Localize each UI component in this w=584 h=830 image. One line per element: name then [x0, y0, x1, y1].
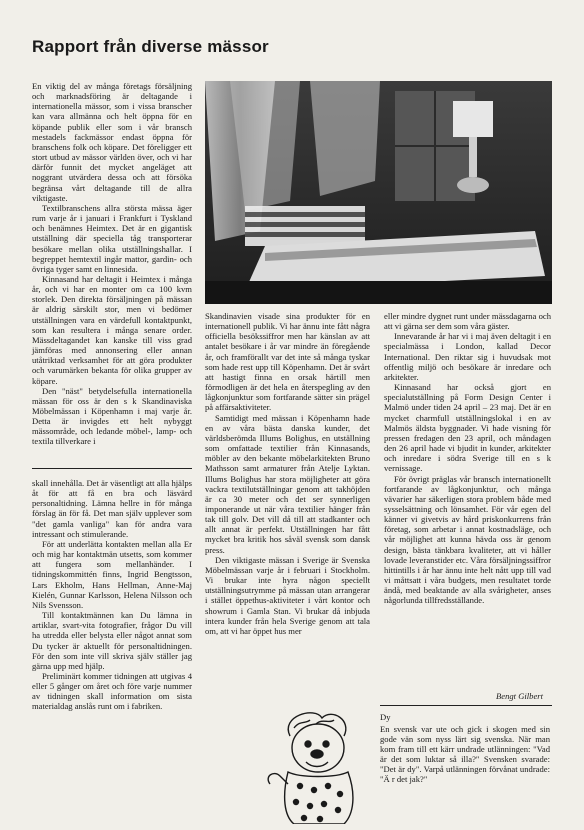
paragraph: Den viktigaste mässan i Sverige är Svenska Möbelmässan varje år i februari i Stockholm. Vi brukar inte hyra någon speciellt utställningsutrymme på mässan utan arrangerar i stället öppethus-aktiviteter i vårt kontor och showrum i Gamla Stan. Vi brukar då inbjuda intera kunder från hela Sverige genom att tala om, att vi har öppet hus mer — [205, 554, 370, 636]
paragraph: En viktig del av många företags försäljning och marknadsföring är deltagande i internationella mässor, som i vissa branscher kan vara allmänna och helt öppna för en köpande publik eller som i vår bransch mestadels fackmässor endast öppna för branschens folk och köpare. Det föreligger ett stort utbud av mässor världen över, och vi har därför funnit det mycket angeläget att noggrant utvärdera dessa och att försöka begränsa vårt deltagande till de allra viktigaste. — [32, 81, 192, 203]
cartoon-man-illustration — [260, 706, 370, 824]
column-2 — [205, 311, 370, 636]
paragraph: För att underlätta kontakten mellan alla Er och mig har kontaktmän utsetts, som kommer att fungera som mellanhänder. I tidningskommittén finns, Ingrid Bengtsson, Lars Ekholm, Hans Hellman, Anne-Maj Kielén, Gunnar Karlsson, Helena Nilsson och Nils Svensson. — [32, 538, 192, 610]
exhibition-photo — [205, 81, 552, 304]
paragraph: En svensk var ute och gick i skogen med sin gode vän som nyss lärt sig svenska. När man kom fram till ett kärr undrade utlänningen: "Vad är det som luktar så illa?" Svensken svarade: "Det är dy". Varpå utlänningen förvånat undrade: "Ä r det jak?" — [380, 724, 550, 785]
paragraph: Textilbranschens allra största mässa äger rum varje år i januari i Frankfurt i Tyskland och benämnes Heimtex. Det är en gigantisk utställning där speciella tåg transporterar besökare mellan olika utställningshallar. I begreppet hemtextil ingår mattor, gardin- och övriga tyger samt en linnesida. — [32, 202, 192, 274]
paragraph: Innevarande år har vi i maj även deltagit i en specialmässa i London, kallad Decor International. Den riktar sig i huvudsak mot offentlig miljö och besökare är inredare och arkitekter. — [384, 331, 551, 382]
column-1-divider — [32, 468, 192, 469]
column-3 — [384, 311, 551, 606]
joke-text — [380, 724, 550, 785]
paragraph: Den "näst" betydelsefulla internationella mässan för oss är den s k Skandinaviska Möbelmässan i Köpenhamn i maj varje år. Detta är invigdes ett helt nybyggt mässområde, och ledande möbel-, lamp- och textila tillverkare i — [32, 385, 192, 447]
column-1-top — [32, 81, 192, 447]
paragraph: Preliminärt kommer tidningen att utgivas 4 eller 5 gånger om året och före varje nummer av tidningen skall information om sista materialdag anslås runt om i fabriken. — [32, 670, 192, 712]
paragraph: Kinnasand har deltagit i Heimtex i många år, och vi har en monter om ca 100 kvm storlek. Den direkta försäljningen på mässan är aldrig särskilt stor, men vi bedömer utställningen vara en värdefull kontaktpunkt, som kan resultera i många senare order. Mässdeltagandet kan kanske till viss grad jämföras med annonsering eller annan utåtriktad verksamhet för att göra produkter och varumärken bekanta för olika grupper av köpare. — [32, 273, 192, 386]
section-divider — [380, 705, 552, 706]
paragraph: skall innehålla. Det är väsentligt att alla hjälps åt för att få en bra och läsvärd personaltidning. Lämna hellre in för många förslag än för få. Det man själv upplever som "det gamla vanliga" kan för andra vara intressant och stimulerande. — [32, 478, 192, 539]
column-1-bottom — [32, 478, 192, 712]
paragraph: eller mindre dygnet runt under mässdagarna och att vi gärna ser dem som våra gäster. — [384, 311, 551, 332]
joke-heading: Dy — [380, 712, 391, 722]
article-title: Rapport från diverse mässor — [32, 37, 269, 56]
paragraph: Till kontaktmännen kan Du lämna in artiklar, svart-vita fotografier, frågor Du vill ha utredda eller belysta eller något annat som Du tycker är aktuellt för personaltidningen. För den som inte vill skriva själv ställer jag gärna upp med hjälp. — [32, 610, 192, 671]
paragraph: För övrigt präglas vår bransch internationellt fortfarande av lågkonjunktur, och många vävarier har säkerligen stora problem både med sysselsättning och lönsamhet. För vår egen del känner vi givetvis av hård priskonkurrens från företag, som arbetar i annat kostnadsläge, och vår möjlighet att kunna hävda oss är genom design, bästa tänkbara kvaliteter, att vi håller lovade leveranstider etc. Våra försäljningssiffror hittintills i år har ännu inte helt nått upp till vad vi måttsatt i våra budgets, men resultatet torde ändå, med beaktande av alla svårigheter, anses någorlunda tillfredsställande. — [384, 473, 551, 606]
paragraph: Kinnasand har också gjort en specialutställning på Form Design Center i Malmö under tiden 24 april – 23 maj. Det är en mycket charmfull utställningslokal i en av Malmös äldsta byggnader. Vi hade visning för pressen fredagen den 23 april, och måndagen den 26 april hade vi bjudit in kunder, arkitekter och inredare i södra Sverige till en s k vernissage. — [384, 382, 551, 474]
paragraph: Samtidigt med mässan i Köpenhamn hade en av våra bästa danska kunder, det världsberömda Illums Bolighus, en utställning som omfattade textilier från Kinnasands, möbler av den bekante möbelarkitekten Bruno Mathsson samt armaturer från Atelje Lyktan. Illums Bolighus har stora möjligheter att göra vackra textilutställningar genom att takhöjden är ca 30 meter och det ser synnerligen imponerande ut när våra textilier hänger från tak till golv. Det vill då till att stadkanter och allt annat är perfekt. Utställningen har fått mycket bra kritik hos såväl svensk som dansk press. — [205, 412, 370, 555]
exhibition-scene-image — [205, 81, 552, 304]
paragraph: Skandinavien visade sina produkter för en internationell publik. Vi har ännu inte fått några officiella besökssiffror men har känslan av att antalet besökare i år var mindre än föregående år, och framförallt var det inte så många tyskar som hade rest upp till Köpenhamn. Det är svårt att hastigt finna en orsak härtill men förmodligen är det hela en återspegling av den lågkonjunktur som fortfarande sätter sin prägel på affärsaktiviteter. — [205, 311, 370, 413]
author-byline: Bengt Gilbert — [496, 691, 544, 701]
